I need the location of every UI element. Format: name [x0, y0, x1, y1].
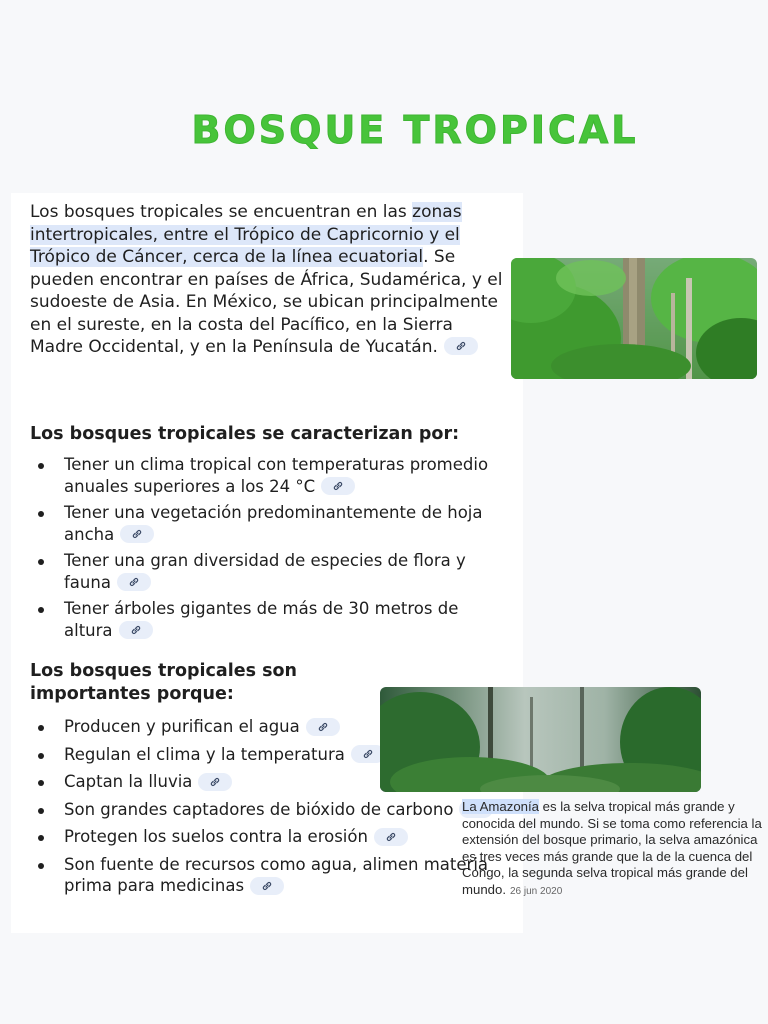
amazon-text: es la selva tropical más grande y conocida del mundo. Si se toma como referencia la extensión del bosque primario, la selva amazónica es tres veces más grande que la de la cuenca del Congo, la segunda selva tropical más grande del mundo. — [462, 799, 762, 897]
link-icon[interactable] — [374, 828, 408, 846]
misty-forest-photo — [380, 687, 701, 792]
section-heading-characteristics: Los bosques tropicales se caracterizan por: — [30, 424, 460, 444]
characteristics-list — [30, 454, 510, 646]
page-title: BOSQUE TROPICAL — [191, 108, 639, 152]
list-item: Producen y purifican el agua — [30, 716, 510, 738]
list-item: Protegen los suelos contra la erosión — [30, 826, 510, 848]
list-item: Tener árboles gigantes de más de 30 metros de altura — [30, 598, 510, 641]
list-item: Tener un clima tropical con temperaturas promedio anuales superiores a los 24 °C — [30, 454, 510, 497]
amazon-snippet — [462, 799, 762, 900]
list-item: Son fuente de recursos como agua, alimen materia prima para medicinas — [30, 854, 510, 897]
link-icon[interactable] — [198, 773, 232, 791]
link-icon[interactable] — [306, 718, 340, 736]
amazon-term: La Amazonía — [462, 799, 539, 814]
section-heading-importance: Los bosques tropicales son importantes porque: — [30, 661, 298, 704]
list-item: Son grandes captadores de bióxido de carbono — [30, 799, 510, 821]
rainforest-photo — [511, 258, 757, 379]
link-icon[interactable] — [444, 337, 478, 355]
intro-text-start: Los bosques tropicales se encuentran en las — [30, 202, 407, 222]
link-icon[interactable] — [119, 621, 153, 639]
link-icon[interactable] — [250, 877, 284, 895]
intro-highlight: zonas intertropicales, entre el Trópico de Capricornio y el Trópico de Cáncer, cerca de la línea ecuatorial — [30, 202, 462, 267]
list-item: Tener una gran diversidad de especies de flora y fauna — [30, 550, 510, 593]
list-item: Captan la lluvia — [30, 771, 510, 793]
intro-text-end: . Se pueden encontrar en países de África, Sudamérica, y el sudoeste de Asia. En México, se ubican principalmente en el sureste, en la costa del Pacífico, en la Sierra Madre Occidental, y en la Península de Yucatán. — [30, 247, 503, 357]
intro-paragraph — [30, 201, 508, 359]
snippet-date: 26 jun 2020 — [510, 885, 563, 897]
link-icon[interactable] — [321, 477, 355, 495]
link-icon[interactable] — [117, 573, 151, 591]
link-icon[interactable] — [120, 525, 154, 543]
list-item: Regulan el clima y la temperatura — [30, 744, 510, 766]
list-item: Tener una vegetación predominantemente de hoja ancha — [30, 502, 510, 545]
